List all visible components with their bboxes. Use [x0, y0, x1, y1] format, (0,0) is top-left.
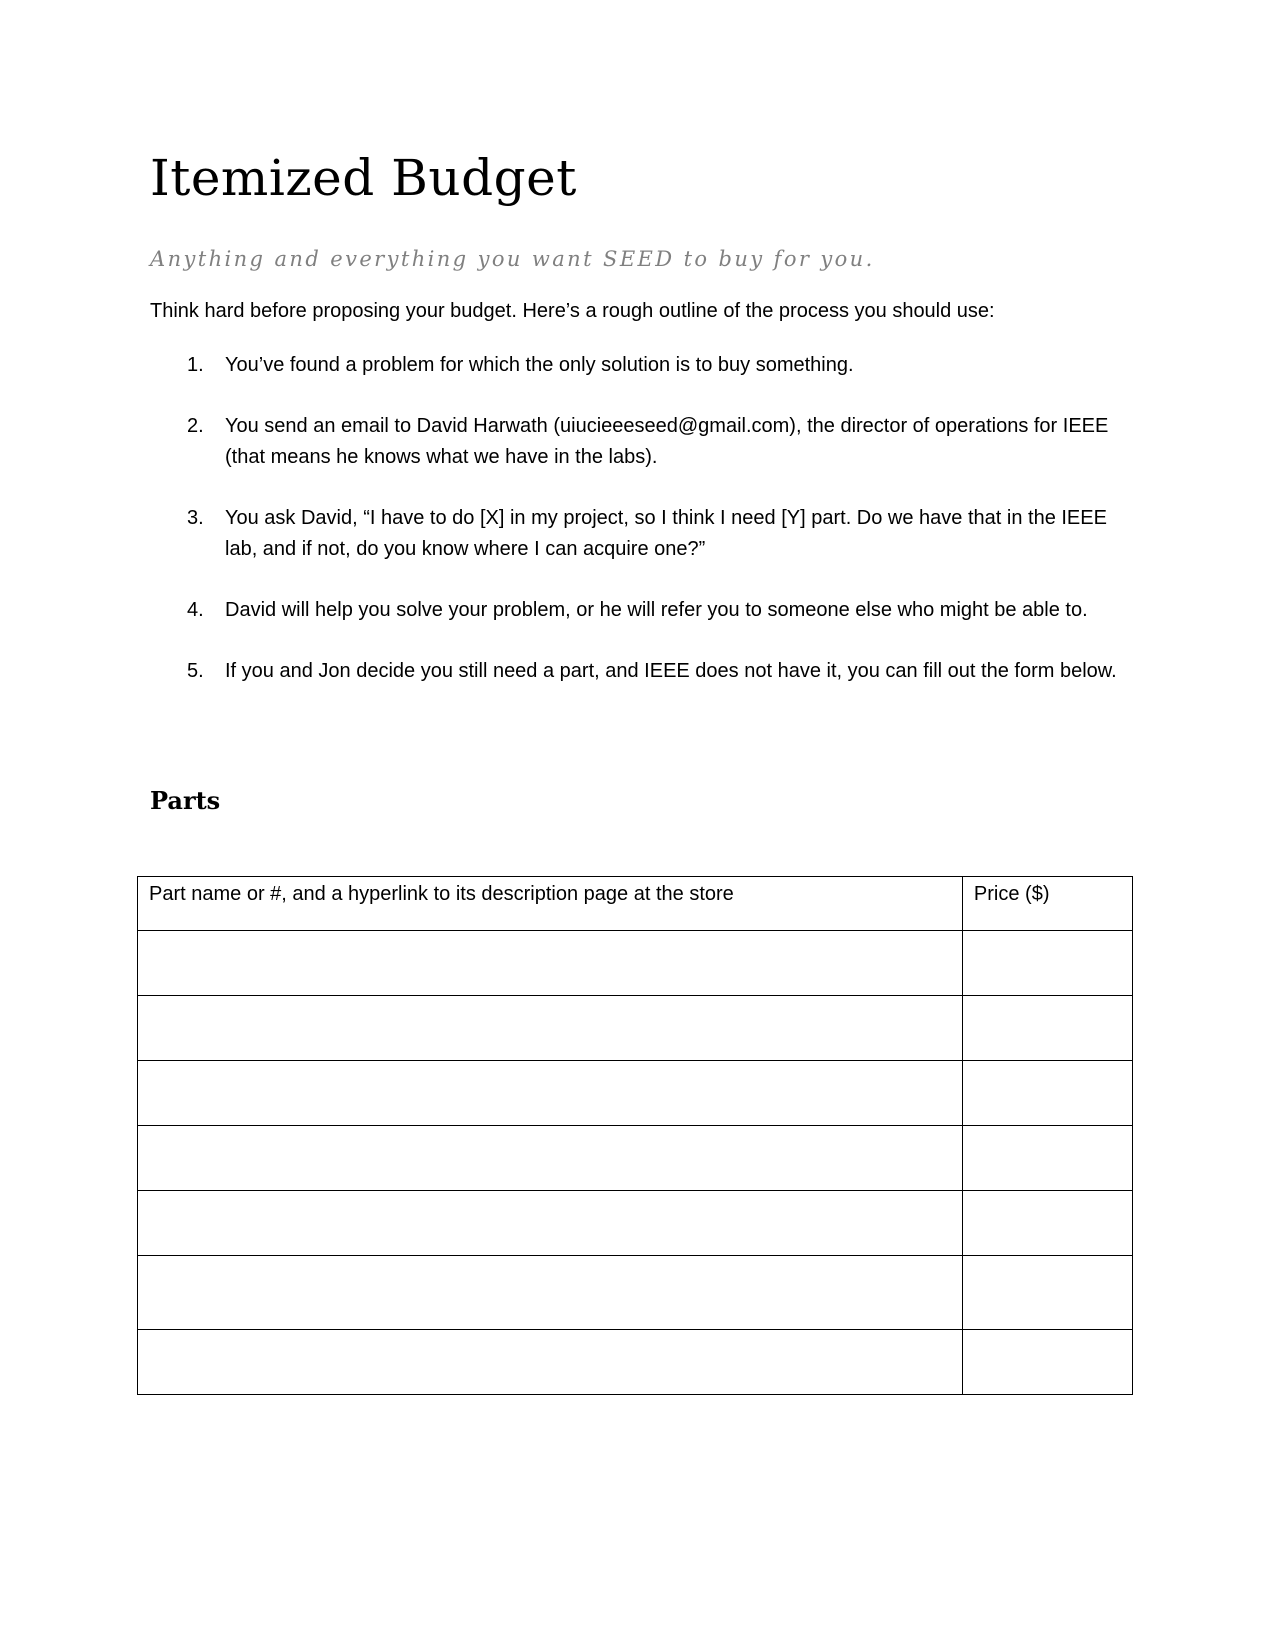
step-number: 2.: [187, 415, 204, 437]
list-item: [150, 411, 1120, 473]
part-cell[interactable]: [138, 1330, 963, 1395]
table-row: [138, 996, 1133, 1061]
price-cell[interactable]: [962, 1256, 1132, 1330]
part-cell[interactable]: [138, 996, 963, 1061]
process-steps-list: [150, 350, 1120, 717]
table-row: [138, 931, 1133, 996]
table-row: [138, 1061, 1133, 1126]
table-row: [138, 1191, 1133, 1256]
part-cell[interactable]: [138, 1191, 963, 1256]
table-row: [138, 1330, 1133, 1395]
parts-table: [137, 876, 1133, 1395]
step-text: You ask David, “I have to do [X] in my project, so I think I need [Y] part. Do we have that in the IEEE lab, and if not, do you know where I can acquire one?”: [225, 507, 1107, 560]
step-text: You send an email to David Harwath (uiucieeeseed@gmail.com), the director of operations for IEEE (that means he knows what we have in the labs).: [225, 415, 1109, 468]
list-item: [150, 595, 1120, 626]
price-column-header: Price ($): [962, 877, 1132, 931]
list-item: [150, 503, 1120, 565]
parts-section-heading: Parts: [150, 786, 221, 815]
page-title: Itemized Budget: [150, 149, 577, 207]
price-cell[interactable]: [962, 1061, 1132, 1126]
price-cell[interactable]: [962, 1191, 1132, 1256]
table-row: [138, 1126, 1133, 1191]
step-number: 4.: [187, 599, 204, 621]
page-subtitle: Anything and everything you want SEED to buy for you.: [150, 247, 875, 271]
part-column-header: Part name or #, and a hyperlink to its description page at the store: [138, 877, 963, 931]
price-cell[interactable]: [962, 996, 1132, 1061]
price-cell[interactable]: [962, 931, 1132, 996]
intro-paragraph: Think hard before proposing your budget. Here’s a rough outline of the process you should use:: [150, 300, 995, 322]
table-header-row: [138, 877, 1133, 931]
part-cell[interactable]: [138, 1126, 963, 1191]
step-text: David will help you solve your problem, or he will refer you to someone else who might be able to.: [225, 599, 1088, 621]
list-item: [150, 656, 1120, 687]
step-text: If you and Jon decide you still need a part, and IEEE does not have it, you can fill out the form below.: [225, 660, 1117, 682]
step-number: 3.: [187, 507, 204, 529]
price-cell[interactable]: [962, 1126, 1132, 1191]
list-item: [150, 350, 1120, 381]
step-text: You’ve found a problem for which the only solution is to buy something.: [225, 354, 854, 376]
step-number: 1.: [187, 354, 204, 376]
step-number: 5.: [187, 660, 204, 682]
part-cell[interactable]: [138, 1256, 963, 1330]
price-cell[interactable]: [962, 1330, 1132, 1395]
part-cell[interactable]: [138, 1061, 963, 1126]
part-cell[interactable]: [138, 931, 963, 996]
table-row: [138, 1256, 1133, 1330]
